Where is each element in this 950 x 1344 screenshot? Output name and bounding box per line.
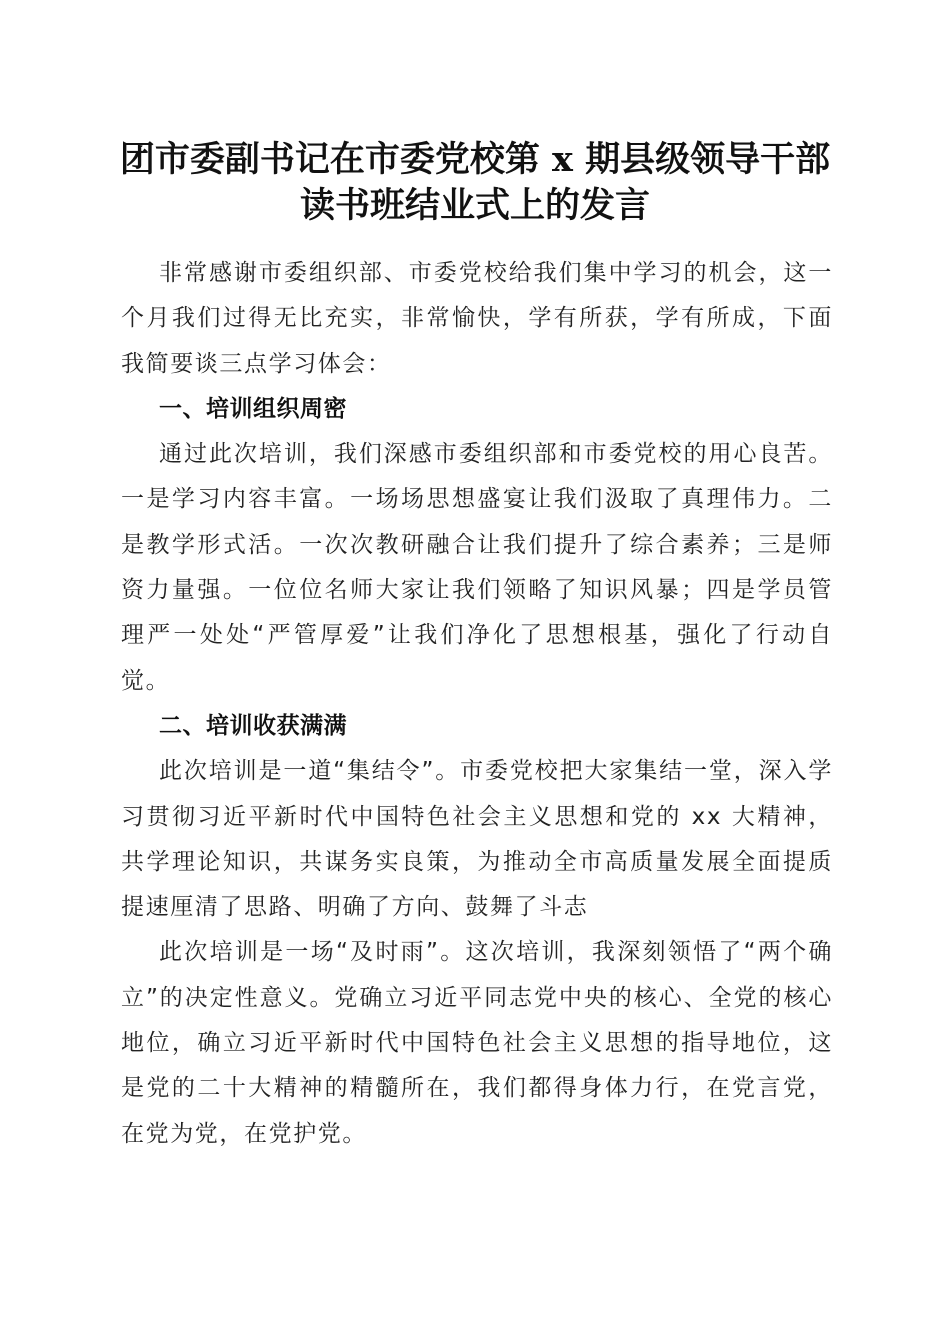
section-1-heading: 一、培训组织周密: [159, 395, 347, 422]
section-2-paragraph-2: 此次培训是一场“及时雨”。这次培训，我深刻领悟了“两个确立”的决定性意义。党确立习近平同志党中央的核心、全党的核心地位，确立习近平新时代中国特色社会主义思想的指导地位，这是党的二十大精神的精髓所在，我们都得身体力行，在党言党，在党为党，在党护党。: [121, 939, 833, 1147]
section-2-heading: 二、培训收获满满: [159, 712, 347, 739]
document-title-line-2: 读书班结业式上的发言: [299, 185, 650, 226]
document-title-line-1: 团市委副书记在市委党校第 x 期县级领导干部: [119, 139, 831, 180]
section-1-paragraph: 通过此次培训，我们深感市委组织部和市委党校的用心良苦。一是学习内容丰富。一场场思想盛宴让我们汲取了真理伟力。二是教学形式活。一次次教研融合让我们提升了综合素养；三是师资力量强。一位位名师大家让我们领略了知识风暴；四是学员管理严一处处“严管厚爱”让我们净化了思想根基，强化了行动自觉。: [121, 441, 833, 694]
section-2-paragraph-1: 此次培训是一道“集结令”。市委党校把大家集结一堂，深入学习贯彻习近平新时代中国特色社会主义思想和党的 xx 大精神，共学理论知识，共谋务实良策，为推动全市高质量发展全面提质提速厘清了思路、明确了方向、鼓舞了斗志: [121, 758, 833, 921]
intro-paragraph: 非常感谢市委组织部、市委党校给我们集中学习的机会，这一个月我们过得无比充实，非常愉快，学有所获，学有所成，下面我简要谈三点学习体会：: [121, 260, 833, 377]
document-body: [121, 251, 833, 1157]
